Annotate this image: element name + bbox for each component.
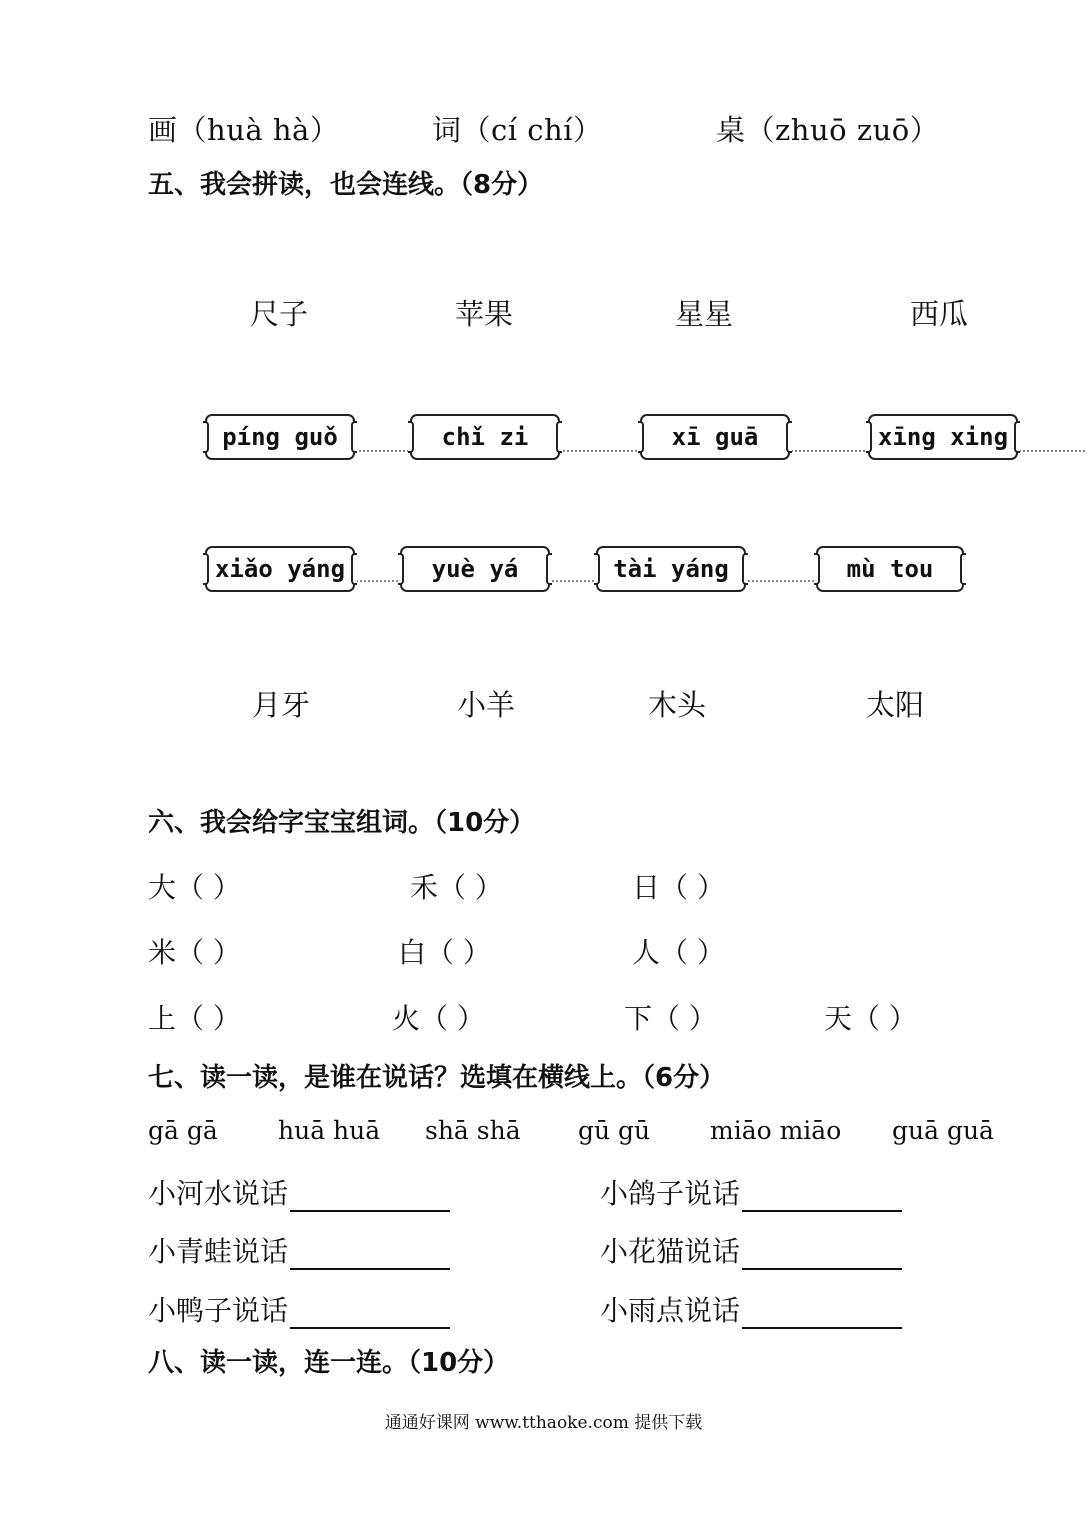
word-building-item[interactable]: 火（ ） <box>392 1002 485 1035</box>
fill-blank-label: 小雨点说话 <box>600 1294 741 1327</box>
sound-word: gā gā <box>148 1116 218 1145</box>
sound-word: gū gū <box>578 1116 651 1145</box>
word-building-item[interactable]: 上（ ） <box>148 1002 241 1035</box>
bottom-word: 太阳 <box>866 688 925 722</box>
answer-line[interactable] <box>742 1299 902 1329</box>
pinyin-tag[interactable]: tài yáng <box>596 546 746 592</box>
section7-heading: 七、读一读，是谁在说话？选填在横线上。（6分） <box>148 1063 726 1093</box>
fill-blank-item <box>600 1172 902 1212</box>
answer-line[interactable] <box>742 1240 902 1270</box>
section5-heading: 五、我会拼读，也会连线。（8分） <box>148 170 544 200</box>
pinyin-tag[interactable]: xiǎo yáng <box>205 546 355 592</box>
answer-line[interactable] <box>290 1182 450 1212</box>
word-building-item[interactable]: 人（ ） <box>632 936 725 969</box>
pinyin-tag[interactable]: chǐ zi <box>410 414 560 460</box>
word-building-item[interactable]: 下（ ） <box>624 1002 717 1035</box>
sound-word: huā huā <box>278 1116 381 1145</box>
word-building-item[interactable]: 米（ ） <box>148 936 241 969</box>
sound-word: shā shā <box>425 1116 521 1145</box>
pinyin-choice-zhuo <box>716 108 939 149</box>
fill-blank-item <box>148 1289 450 1329</box>
word-building-item[interactable]: 天（ ） <box>824 1002 917 1035</box>
pinyin-tag[interactable]: píng guǒ <box>205 414 355 460</box>
options-zhuo: （zhuō zuō） <box>745 113 940 147</box>
bottom-word: 木头 <box>648 688 707 722</box>
top-word: 苹果 <box>455 297 514 331</box>
fill-blank-label: 小鸭子说话 <box>148 1294 289 1327</box>
fill-blank-label: 小鸽子说话 <box>600 1177 741 1210</box>
char-hua: 画 <box>148 113 178 147</box>
answer-line[interactable] <box>290 1299 450 1329</box>
fill-blank-label: 小河水说话 <box>148 1177 289 1210</box>
word-building-item[interactable]: 大（ ） <box>148 871 241 904</box>
options-ci: （cí chí） <box>461 113 603 147</box>
pinyin-tag[interactable]: xīng xing <box>868 414 1018 460</box>
top-word: 星星 <box>675 297 734 331</box>
word-building-item[interactable]: 禾（ ） <box>410 871 503 904</box>
fill-blank-label: 小青蛙说话 <box>148 1235 289 1268</box>
section8-heading: 八、读一读，连一连。（10分） <box>148 1348 510 1378</box>
page-footer: 通通好课网 www.tthaoke.com 提供下载 <box>384 1413 703 1433</box>
fill-blank-item <box>600 1289 902 1329</box>
sound-word: guā guā <box>892 1116 994 1145</box>
top-word: 西瓜 <box>910 297 969 331</box>
top-word: 尺子 <box>250 297 309 331</box>
word-building-item[interactable]: 白（ ） <box>398 936 491 969</box>
fill-blank-item <box>148 1172 450 1212</box>
fill-blank-item <box>600 1230 902 1270</box>
sound-word: miāo miāo <box>710 1116 842 1145</box>
fill-blank-item <box>148 1230 450 1270</box>
answer-line[interactable] <box>290 1240 450 1270</box>
pinyin-choice-ci <box>432 108 602 149</box>
pinyin-tag[interactable]: xī guā <box>640 414 790 460</box>
bottom-word: 月牙 <box>252 688 311 722</box>
options-hua: （huà hà） <box>177 113 340 147</box>
char-ci: 词 <box>432 113 462 147</box>
pinyin-tag[interactable]: yuè yá <box>400 546 550 592</box>
pinyin-choice-hua <box>148 108 339 149</box>
char-zhuo: 桌 <box>716 113 746 147</box>
answer-line[interactable] <box>742 1182 902 1212</box>
pinyin-tag[interactable]: mù tou <box>816 546 964 592</box>
word-building-item[interactable]: 日（ ） <box>632 871 725 904</box>
fill-blank-label: 小花猫说话 <box>600 1235 741 1268</box>
bottom-word: 小羊 <box>457 688 516 722</box>
section6-heading: 六、我会给字宝宝组词。（10分） <box>148 808 536 838</box>
